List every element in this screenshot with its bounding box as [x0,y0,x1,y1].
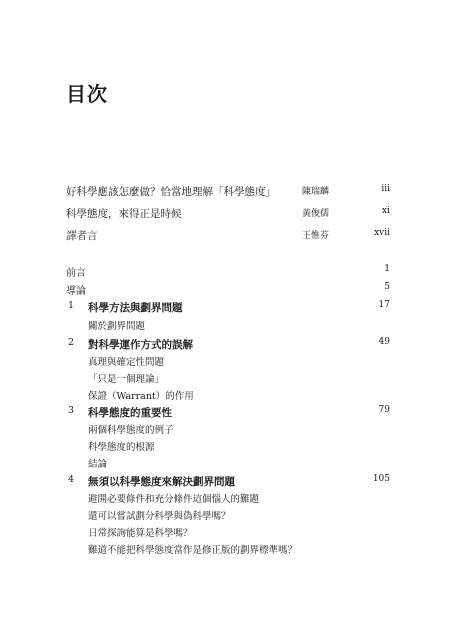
section-title: 難道不能把科學態度當作是修正版的劃界標準嗎？ [88,545,298,556]
toc-entry-page: 49 [378,337,390,347]
toc-preface-entry[interactable] [0,184,450,200]
toc-entry-page: 17 [378,300,390,310]
toc-front-entry[interactable] [0,264,450,280]
toc-entry-title: 譯者言 [66,230,98,242]
section-title: 保證（Warrant）的作用 [88,391,194,402]
toc-section-entry[interactable] [0,525,450,541]
toc-section-entry[interactable] [0,491,450,507]
section-title: 科學態度的根源 [88,442,155,453]
toc-preface-entry[interactable] [0,206,450,222]
toc-entry-author: 王惟芬 [302,231,330,241]
toc-entry-title: 前言 [66,268,86,279]
toc-chapter-entry[interactable] [0,337,450,353]
chapter-title: 對科學運作方式的誤解 [88,339,193,351]
toc-section-entry[interactable] [0,354,450,370]
section-title: 日常探詢能算是科學嗎？ [88,528,193,539]
chapter-number: 1 [68,300,75,311]
toc-section-entry[interactable] [0,422,450,438]
toc-entry-page: 79 [378,405,390,415]
section-title: 真理與確定性問題 [88,357,165,368]
toc-entry-page: xi [382,206,390,216]
toc-chapter-entry[interactable] [0,405,450,421]
toc-section-entry[interactable] [0,318,450,334]
toc-entry-title: 好科學應該怎麼做？恰當地理解「科學態度」 [66,186,276,198]
toc-entry-author: 陳瑞麟 [302,187,330,197]
toc-entry-author: 黃俊儒 [302,209,330,219]
toc-section-entry[interactable] [0,388,450,404]
chapter-title: 科學態度的重要性 [88,407,172,419]
toc-section-entry[interactable] [0,542,450,558]
page-title: 目次 [66,82,108,106]
toc-section-entry[interactable] [0,508,450,524]
toc-section-entry[interactable] [0,371,450,387]
chapter-number: 3 [68,405,75,416]
chapter-title: 科學方法與劃界問題 [88,302,183,314]
toc-preface-entry[interactable] [0,228,450,244]
toc-entry-page: 5 [384,282,390,292]
section-title: 還可以嘗試劃分科學與偽科學嗎？ [88,511,231,522]
chapter-number: 2 [68,337,75,348]
toc-entry-page: 1 [384,264,390,274]
section-title: 「只是一個理論」 [88,374,165,385]
section-title: 關於劃界問題 [88,321,146,332]
toc-entry-page: 105 [372,474,390,484]
toc-chapter-entry[interactable] [0,300,450,316]
toc-chapter-entry[interactable] [0,474,450,490]
toc-entry-page: iii [381,184,390,194]
section-title: 避開必要條件和充分條件這個惱人的難題 [88,494,260,505]
toc-section-entry[interactable] [0,439,450,455]
chapter-number: 4 [68,474,75,485]
toc-entry-title: 導論 [66,286,86,297]
toc-entry-title: 科學態度，來得正是時候 [66,208,182,220]
section-title: 結論 [88,459,108,470]
toc-front-entry[interactable] [0,282,450,298]
chapter-title: 無須以科學態度來解決劃界問題 [88,476,235,488]
section-title: 兩個科學態度的例子 [88,425,174,436]
toc-section-entry[interactable] [0,456,450,472]
toc-entry-page: xvii [374,228,390,238]
